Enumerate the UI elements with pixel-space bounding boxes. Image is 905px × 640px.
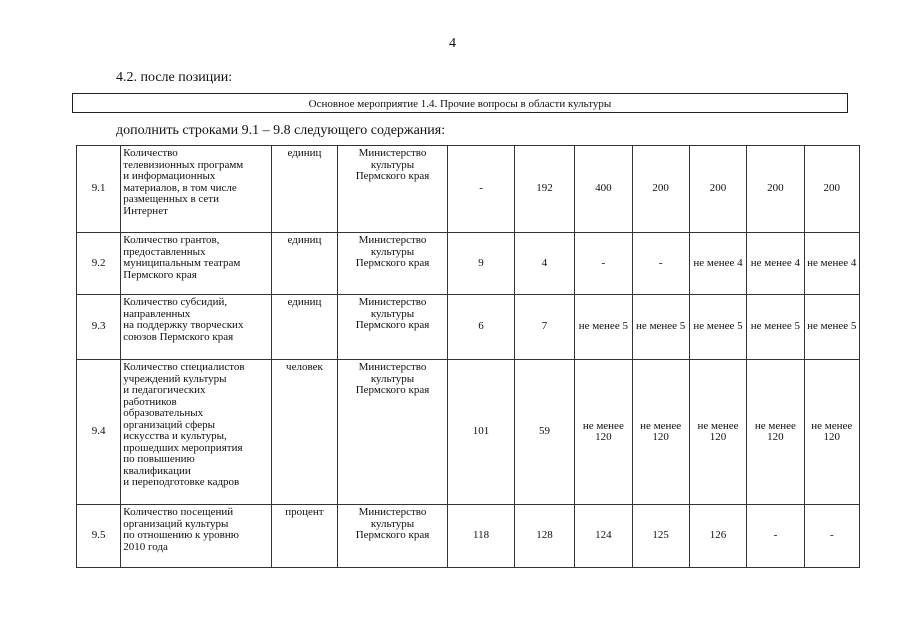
indicator-name-line: и педагогических [123,384,206,396]
table-row [77,505,860,568]
indicator-name [121,360,272,505]
data-table [76,145,860,568]
responsible-org-line: Пермского края [355,319,430,331]
value-cell: не менее 120 [747,360,804,505]
indicator-name-line: искусства и культуры, [123,430,227,442]
indicator-name-line: квалификации [123,464,191,477]
table-row [77,146,860,233]
table-row [77,295,860,360]
indicator-name-line: 2010 года [123,540,168,553]
value-cell: 6 [448,295,514,360]
value-cell: не менее 5 [632,295,689,360]
indicator-name-line: Количество специалистов [123,361,245,373]
responsible-org [337,233,448,295]
responsible-org-line: Пермского края [355,170,430,182]
indicator-name-line: Количество грантов, [123,234,220,246]
indicator-name-line: Количество [123,147,178,159]
responsible-org-line: Министерство [358,147,427,159]
value-cell: 124 [575,505,632,568]
row-number: 9.5 [77,505,121,568]
row-number: 9.3 [77,295,121,360]
value-cell: не менее 5 [804,295,859,360]
responsible-org-line: культуры [370,245,415,258]
value-cell: 200 [689,146,746,233]
indicator-name-line: по отношению к уровню [123,529,239,541]
unit-cell: единиц [272,233,337,295]
indicator-name-line: учреждений культуры [123,372,227,385]
value-cell: не менее 120 [575,360,632,505]
value-cell: 200 [632,146,689,233]
indicator-name [121,146,272,233]
indicator-name-line: прошедших мероприятия [123,441,243,454]
value-cell: 7 [514,295,574,360]
unit-cell: единиц [272,295,337,360]
responsible-org-line: Пермского края [355,257,430,269]
value-cell: не менее 4 [747,233,804,295]
indicator-name-line: Интернет [123,204,168,217]
responsible-org-line: Министерство [358,506,427,518]
indicator-name-line: телевизионных программ [123,158,244,171]
indicator-name-line: направленных [123,307,191,320]
indicator-name-line: на поддержку творческих [123,319,244,331]
responsible-org-line: Министерство [358,361,427,373]
responsible-org-line: культуры [370,307,415,320]
value-cell: - [448,146,514,233]
value-cell: - [747,505,804,568]
value-cell: не менее 120 [804,360,859,505]
value-cell: 400 [575,146,632,233]
value-cell: не менее 120 [689,360,746,505]
indicator-name-line: и переподготовке кадров [123,476,240,488]
value-cell: 125 [632,505,689,568]
responsible-org-line: Министерство [358,234,427,246]
unit-cell: единиц [272,146,337,233]
row-number: 9.2 [77,233,121,295]
responsible-org-line: культуры [370,372,415,385]
indicator-name [121,295,272,360]
indicator-name-line: Количество субсидий, [123,296,228,308]
supplement-text: дополнить строками 9.1 – 9.8 следующего содержания: [116,123,446,138]
responsible-org [337,505,448,568]
indicator-name-line: союзов Пермского края [123,330,234,343]
unit-cell: процент [272,505,337,568]
indicator-name-line: организаций культуры [123,517,229,530]
row-number: 9.4 [77,360,121,505]
value-cell: не менее 4 [689,233,746,295]
indicator-name [121,505,272,568]
responsible-org-line: культуры [370,517,415,530]
intro-text: 4.2. после позиции: [116,70,233,85]
position-box: Основное мероприятие 1.4. Прочие вопросы в области культуры [72,93,848,113]
responsible-org [337,295,448,360]
unit-cell: человек [272,360,337,505]
indicator-name-line: работников [123,395,177,408]
value-cell: 200 [804,146,859,233]
value-cell: - [632,233,689,295]
value-cell: не менее 5 [747,295,804,360]
table-row [77,360,860,505]
responsible-org-line: Министерство [358,296,427,308]
indicator-name-line: материалов, в том числе [123,181,237,194]
responsible-org [337,360,448,505]
indicator-name-line: по повышению [123,453,195,465]
indicator-name-line: образовательных [123,407,204,419]
value-cell: не менее 120 [632,360,689,505]
responsible-org-line: культуры [370,158,415,171]
value-cell: не менее 5 [689,295,746,360]
indicator-name-line: и информационных [123,170,216,182]
indicator-name-line: размещенных в сети [123,193,219,205]
value-cell: - [575,233,632,295]
value-cell: 9 [448,233,514,295]
value-cell: 126 [689,505,746,568]
table-body [77,146,860,568]
value-cell: 128 [514,505,574,568]
indicator-name-line: Количество посещений [123,506,234,518]
indicator-name-line: муниципальным театрам [123,257,241,269]
indicator-name-line: Пермского края [123,268,197,281]
value-cell: не менее 5 [575,295,632,360]
responsible-org-line: Пермского края [355,384,430,396]
value-cell: 200 [747,146,804,233]
value-cell: не менее 4 [804,233,859,295]
value-cell: - [804,505,859,568]
value-cell: 118 [448,505,514,568]
row-number: 9.1 [77,146,121,233]
indicator-name [121,233,272,295]
table-row [77,233,860,295]
value-cell: 4 [514,233,574,295]
indicator-name-line: организаций сферы [123,418,216,431]
value-cell: 59 [514,360,574,505]
page-number: 4 [449,36,456,51]
indicator-name-line: предоставленных [123,245,206,258]
responsible-org [337,146,448,233]
responsible-org-line: Пермского края [355,529,430,541]
value-cell: 192 [514,146,574,233]
value-cell: 101 [448,360,514,505]
